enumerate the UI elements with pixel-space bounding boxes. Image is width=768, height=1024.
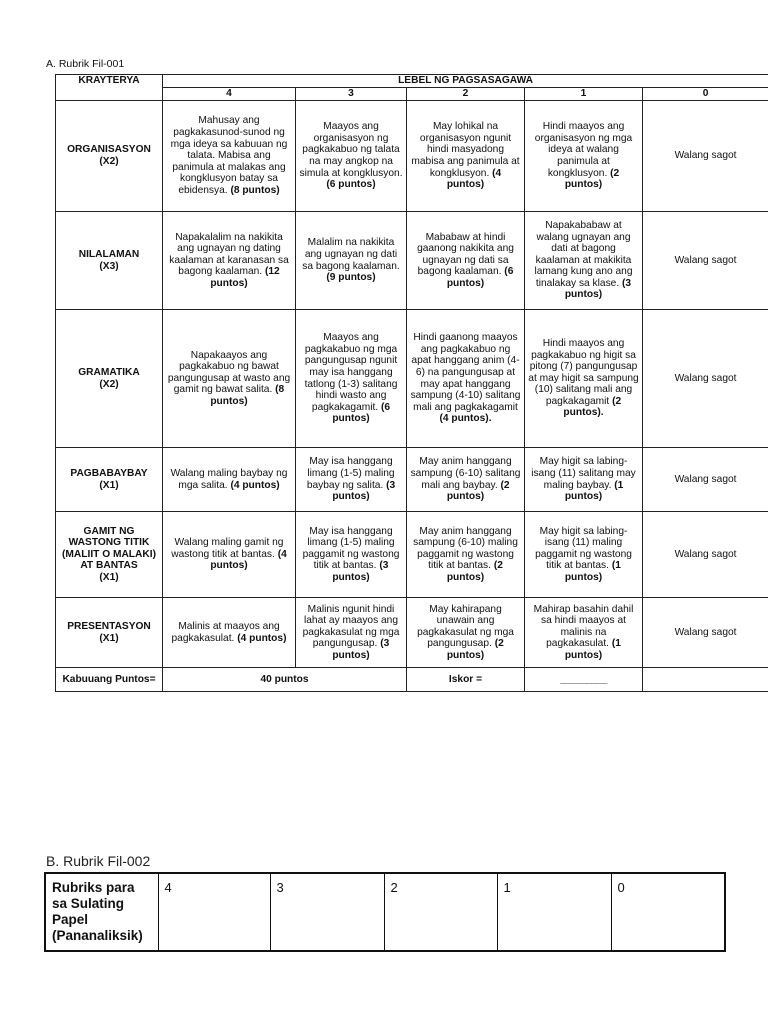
- level-3-cell: [296, 512, 407, 598]
- criterion-line: ORGANISASYON: [67, 144, 151, 156]
- level-3-cell: [296, 101, 407, 212]
- rubric-b-level-1: 1: [497, 873, 611, 951]
- descriptor-text: May isa hanggang limang (1-5) maling paggamit ng wastong titik at bantas.: [302, 525, 400, 572]
- descriptor-text: Walang sagot: [674, 473, 737, 485]
- level-header: LEBEL NG PAGSASAGAWA: [163, 75, 768, 88]
- level-4-cell: [163, 448, 296, 512]
- rubric-b-title: Rubriks para sa Sulating Papel (Pananaliksik): [45, 873, 158, 951]
- rubric-a-caption: A. Rubrik Fil-001: [46, 58, 125, 70]
- descriptor-text: Hindi maayos ang organisasyon ng mga ideya at walang panimula at kongklusyon.: [534, 121, 633, 179]
- descriptor-text: May higit sa labing-isang (11) salitang may maling baybay.: [531, 456, 636, 491]
- rubric-row: [56, 212, 768, 310]
- descriptor-text: Malinis at maayos ang pagkakasulat.: [171, 620, 280, 644]
- criterion-cell: [56, 212, 163, 310]
- points-label: (2 puntos): [564, 167, 620, 191]
- criterion-cell: [56, 448, 163, 512]
- descriptor-text: Walang sagot: [674, 150, 737, 162]
- level-3-cell: [296, 448, 407, 512]
- level-2-cell: [407, 310, 525, 448]
- descriptor-text: Malinis ngunit hindi lahat ay maayos ang pagkakasulat ng mga pangungusap.: [302, 603, 400, 650]
- points-label: (3 puntos): [332, 638, 390, 661]
- rubric-b-level-0: 0: [611, 873, 725, 951]
- points-label: (2 puntos): [446, 560, 503, 583]
- points-label: (4 puntos): [230, 479, 280, 491]
- level-4-cell: [163, 101, 296, 212]
- points-label: (9 puntos): [326, 272, 376, 284]
- points-label: (6 puntos): [446, 266, 514, 289]
- descriptor-text: Malalim na nakikita ang ugnayan ng dati sa bagong kaalaman.: [302, 237, 400, 272]
- rubric-b-level-4: 4: [158, 873, 270, 951]
- rubric-row: [56, 512, 768, 598]
- points-label: (4 puntos): [237, 632, 287, 644]
- criterion-line: AT BANTAS: [80, 560, 138, 572]
- points-label: (2 puntos): [446, 479, 510, 503]
- rubric-b-level-3: 3: [270, 873, 384, 951]
- rubric-row: [56, 310, 768, 448]
- points-label: (4 puntos): [446, 167, 502, 191]
- level-0-cell: [643, 448, 768, 512]
- level-2-cell: [407, 512, 525, 598]
- points-label: (8 puntos): [210, 384, 285, 407]
- level-2-cell: [407, 212, 525, 310]
- level-1-cell: [525, 310, 643, 448]
- criterion-cell: [56, 101, 163, 212]
- rubric-a-table: [55, 74, 768, 692]
- points-label: (2 puntos): [446, 638, 504, 661]
- criterion-line: (X3): [99, 260, 119, 272]
- descriptor-text: Walang sagot: [674, 372, 737, 384]
- total-points: 40 puntos: [163, 668, 407, 692]
- level-3-cell: [296, 310, 407, 448]
- level-1-cell: [525, 212, 643, 310]
- criterion-cell: [56, 512, 163, 598]
- points-label: (12 puntos): [210, 266, 280, 289]
- rubric-row: [56, 101, 768, 212]
- level-4-header: 4: [163, 88, 296, 101]
- score-blank: _________: [525, 668, 643, 692]
- level-3-header: 3: [296, 88, 407, 101]
- criterion-cell: [56, 598, 163, 668]
- descriptor-text: Napakaayos ang pagkakabuo ng bawat pangungusap at wasto ang gamit ng bawat salita.: [167, 349, 291, 396]
- descriptor-text: Hindi maayos ang pagkakabuo ng higit sa pitong (7) pangungusap at may higit sa sampung (10) salitang mali ang pagkakagamit: [528, 337, 639, 407]
- descriptor-text: Mahirap basahin dahil sa hindi maayos at malinis na pagkakasulat.: [533, 603, 634, 650]
- criterion-line: (X1): [99, 632, 119, 644]
- descriptor-text: Walang maling baybay ng mga salita.: [170, 467, 288, 491]
- level-1-cell: [525, 101, 643, 212]
- descriptor-text: May anim hanggang sampung (6-10) maling paggamit ng wastong titik at bantas.: [413, 525, 518, 572]
- empty-cell: [643, 668, 768, 692]
- level-0-cell: [643, 212, 768, 310]
- descriptor-text: May anim hanggang sampung (6-10) salitang mali ang baybay.: [410, 456, 521, 491]
- points-label: (3 puntos): [564, 277, 632, 301]
- points-label: (6 puntos): [332, 401, 391, 425]
- rubric-b-level-2: 2: [384, 873, 497, 951]
- level-4-cell: [163, 598, 296, 668]
- criterion-line: (X2): [99, 156, 119, 167]
- level-1-cell: [525, 448, 643, 512]
- level-0-header: 0: [643, 88, 768, 101]
- rubric-row: [56, 598, 768, 668]
- level-3-cell: [296, 212, 407, 310]
- level-3-cell: [296, 598, 407, 668]
- level-1-header: 1: [525, 88, 643, 101]
- rubric-a-body: [56, 101, 768, 668]
- criterion-line: PRESENTASYON: [67, 620, 151, 632]
- descriptor-text: May isa hanggang limang (1-5) maling baybay ng salita.: [306, 456, 395, 491]
- level-2-cell: [407, 101, 525, 212]
- criterion-line: PAGBABAYBAY: [70, 467, 148, 479]
- points-label: (1 puntos): [564, 560, 621, 583]
- descriptor-text: Mababaw at hindi gaanong nakikita ang ugnayan ng dati sa bagong kaalaman.: [417, 231, 514, 278]
- total-label: Kabuuang Puntos=: [56, 668, 163, 692]
- descriptor-text: Hindi gaanong maayos ang pagkakabuo ng apat hanggang anim (4-6) na pangungusap at may apat hanggang sampung (4-10) salitang mali ang pagkakagamit: [410, 332, 521, 413]
- points-label: (3 puntos): [332, 560, 389, 583]
- descriptor-text: Walang sagot: [674, 548, 737, 560]
- points-label: (1 puntos): [564, 638, 621, 661]
- points-label: (4 puntos): [210, 548, 287, 572]
- descriptor-text: Napakalalim na nakikita ang ugnayan ng dating kaalaman at karanasan sa bagong kaalaman.: [169, 231, 289, 278]
- descriptor-text: May higit sa labing-isang (11) maling paggamit ng wastong titik at bantas.: [535, 525, 632, 572]
- criterion-line: (X2): [99, 378, 119, 390]
- descriptor-text: Maayos ang pagkakabuo ng mga pangungusap ngunit may isa hanggang tatlong (1-3) salitang hindi wasto ang pagkakagamit.: [304, 332, 398, 413]
- descriptor-text: Maayos ang organisasyon ng pagkakabuo ng talata na may angkop na simula at kongklusyon.: [299, 121, 403, 179]
- level-2-cell: [407, 448, 525, 512]
- criterion-cell: [56, 310, 163, 448]
- descriptor-text: Walang sagot: [674, 254, 737, 266]
- level-0-cell: [643, 101, 768, 212]
- points-label: (6 puntos): [326, 179, 376, 191]
- level-0-cell: [643, 512, 768, 598]
- descriptor-text: May kahirapang unawain ang pagkakasulat ng mga pangungusap.: [417, 603, 514, 650]
- points-label: (3 puntos): [332, 479, 396, 503]
- level-4-cell: [163, 310, 296, 448]
- descriptor-text: Mahusay ang pagkakasunod-sunod ng mga ideya sa kabuuan ng talata. Mabisa ang panimula at malakas ang kongklusyon batay sa ebidensya.: [170, 115, 288, 196]
- level-2-cell: [407, 598, 525, 668]
- descriptor-text: May lohikal na organisasyon ngunit hindi masyadong mabisa ang panimula at kongklusyon.: [411, 121, 520, 179]
- criterion-line: (X1): [99, 571, 119, 583]
- descriptor-text: Napakababaw at walang ugnayan ang dati at bagong kaalaman at makikita lamang kung ano ang tinalakay sa klase.: [534, 219, 633, 289]
- criterion-line: GAMIT NG WASTONG TITIK: [68, 525, 150, 549]
- rubric-b-table: [44, 872, 726, 952]
- points-label: (8 puntos): [230, 184, 280, 196]
- rubric-row: [56, 448, 768, 512]
- level-2-header: 2: [407, 88, 525, 101]
- level-0-cell: [643, 310, 768, 448]
- level-0-cell: [643, 598, 768, 668]
- descriptor-text: Walang sagot: [674, 626, 737, 638]
- criterion-line: NILALAMAN: [78, 248, 140, 260]
- level-4-cell: [163, 212, 296, 310]
- criterion-line: (X1): [99, 479, 119, 491]
- score-label: Iskor =: [407, 668, 525, 692]
- points-label: (1 puntos): [564, 479, 624, 503]
- level-4-cell: [163, 512, 296, 598]
- criteria-header: KRAYTERYA: [56, 75, 163, 101]
- criterion-line: GRAMATIKA: [78, 366, 140, 378]
- descriptor-text: Walang maling gamit ng wastong titik at bantas.: [171, 537, 284, 560]
- level-1-cell: [525, 598, 643, 668]
- level-1-cell: [525, 512, 643, 598]
- points-label: (2 puntos).: [563, 395, 622, 419]
- points-label: (4 puntos).: [439, 413, 492, 425]
- rubric-b-caption: B. Rubrik Fil-002: [46, 853, 151, 869]
- criterion-line: (MALIIT O MALAKI): [62, 548, 156, 560]
